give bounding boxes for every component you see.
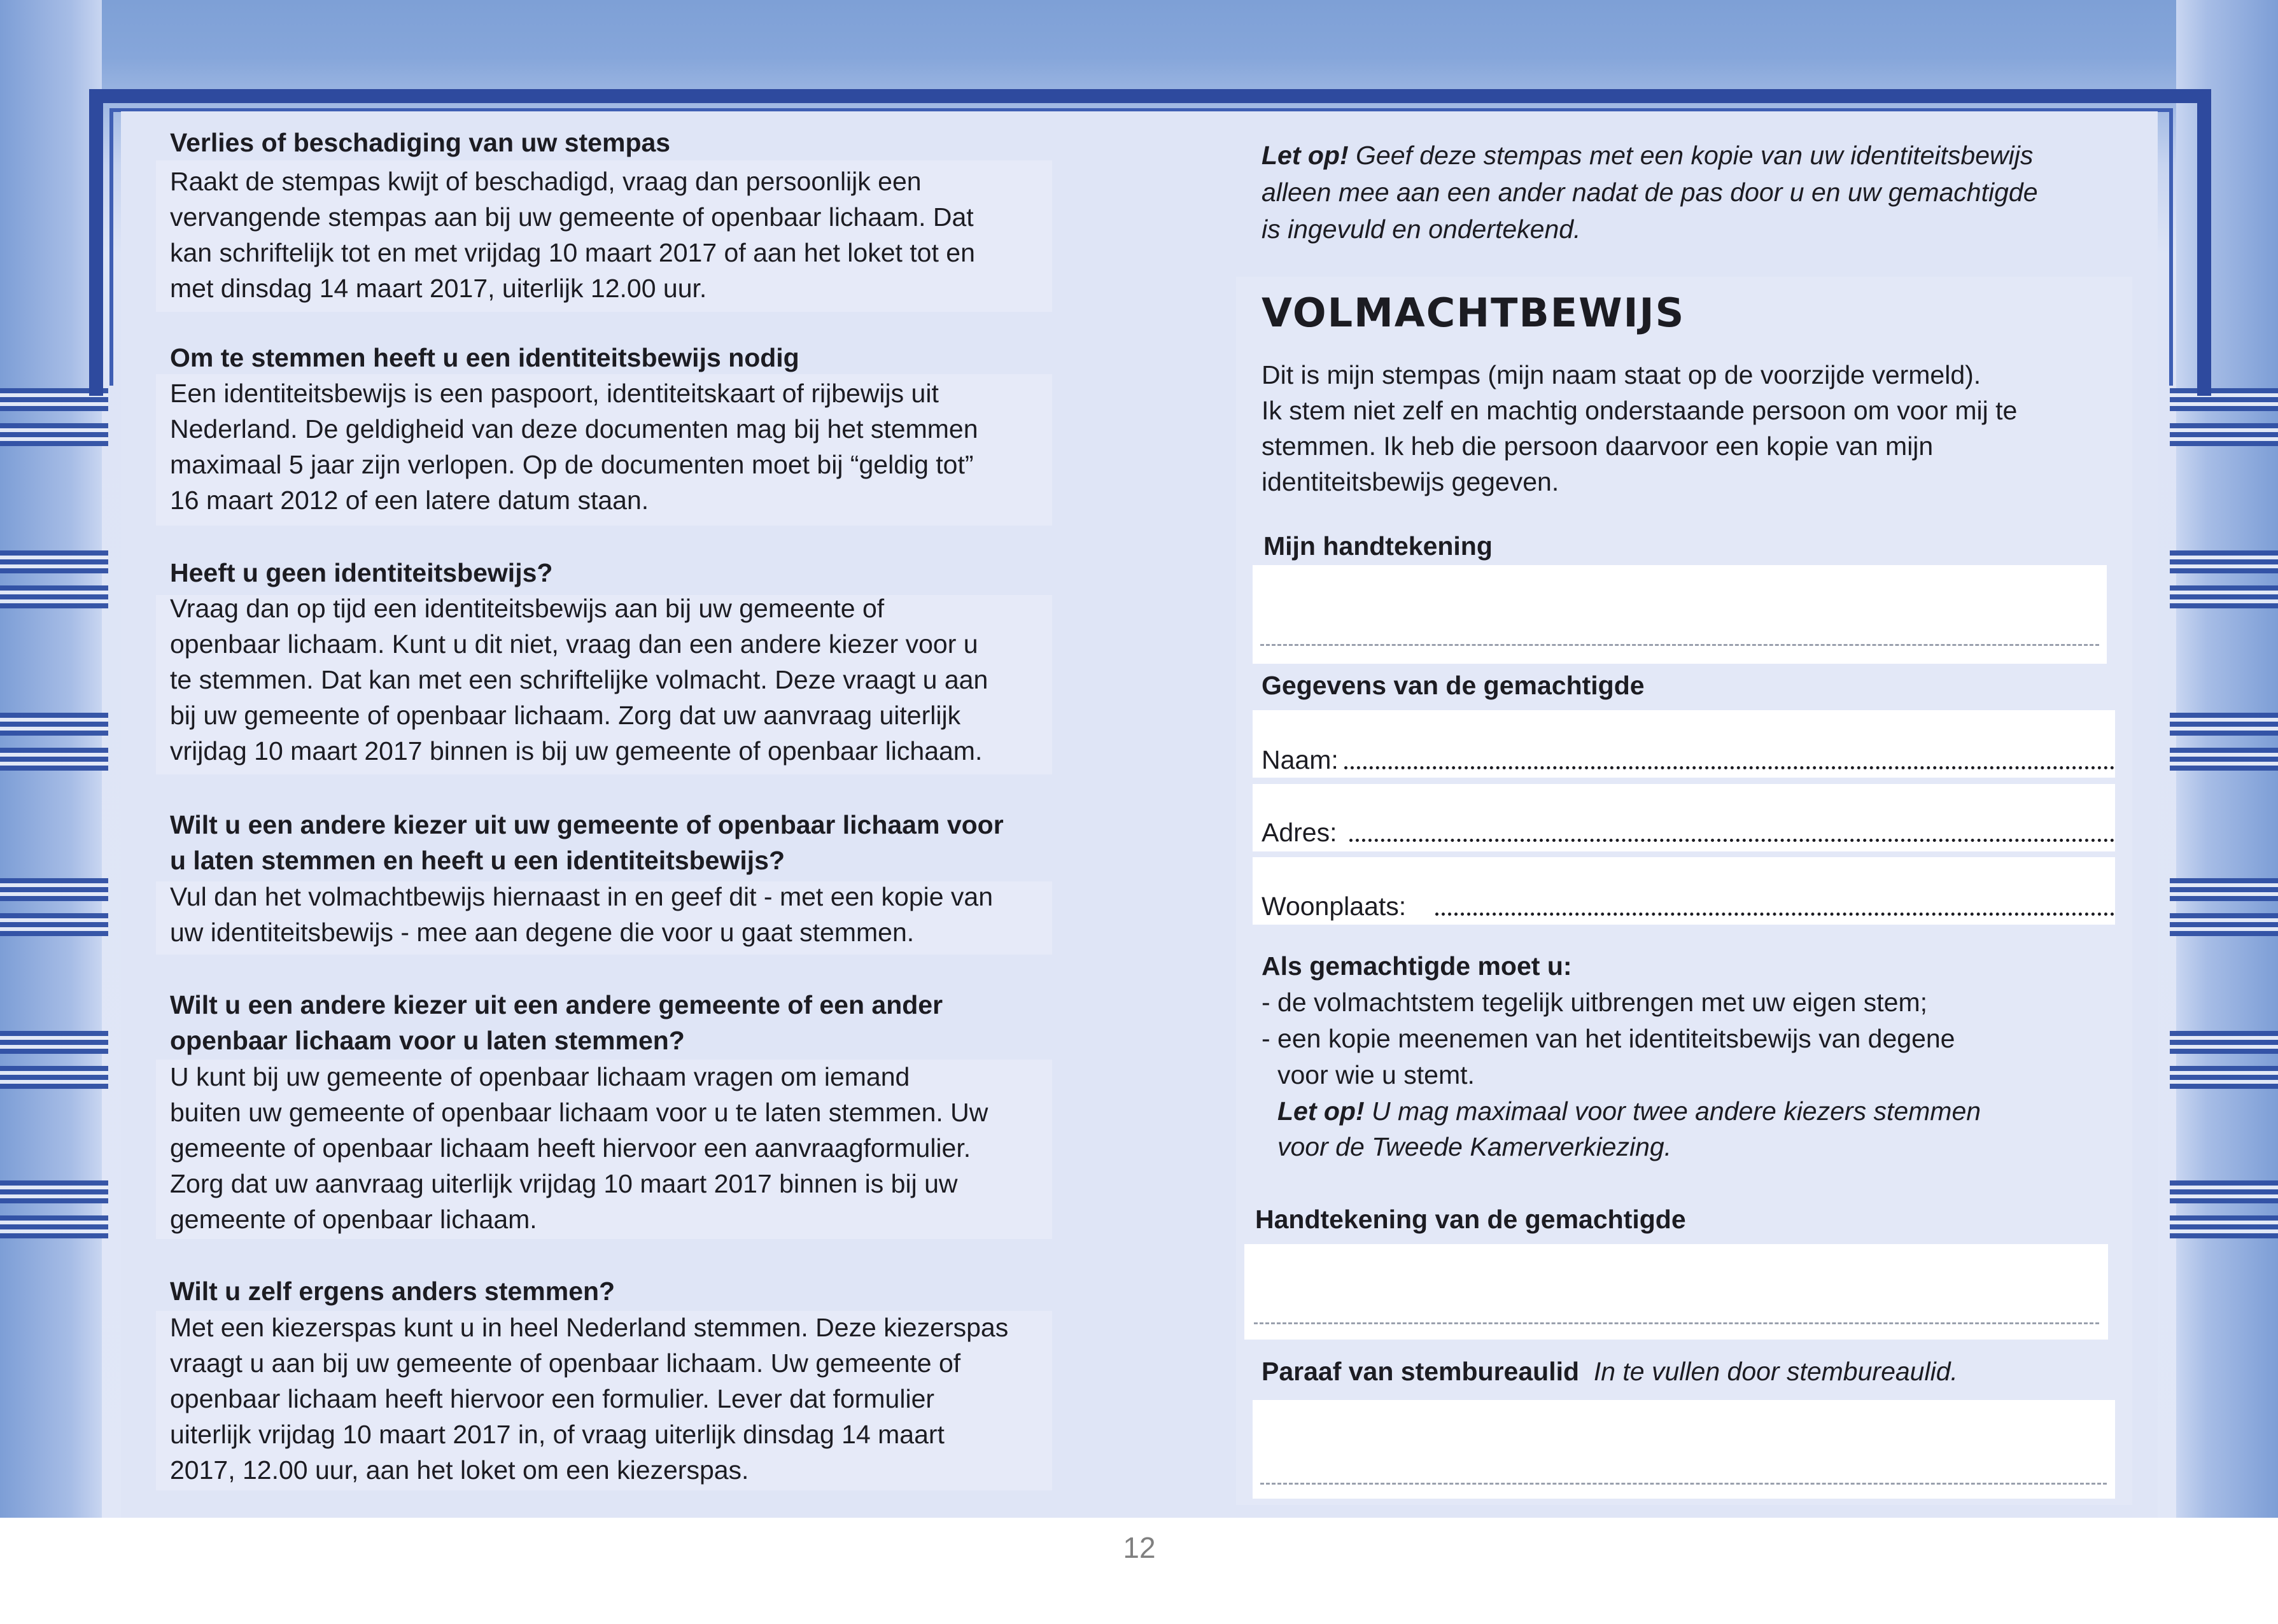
stripe-decoration	[0, 913, 108, 936]
initials-row	[1262, 1354, 1958, 1389]
section-body: Vul dan het volmachtbewijs hiernaast in en geef dit - met een kopie van uw identiteitsbewijs - mee aan degene die voor u gaat stemmen.	[170, 882, 994, 947]
stripe-decoration	[2170, 585, 2278, 608]
stripe-decoration	[0, 550, 108, 573]
stripe-decoration	[2170, 713, 2278, 736]
duties-note	[1277, 1093, 1981, 1165]
stripe-decoration	[2170, 1215, 2278, 1238]
proxy-signature-label: Handtekening van de gemachtigde	[1255, 1205, 1686, 1234]
stripe-decoration	[2170, 1031, 2278, 1054]
warning-label: Let op!	[1262, 141, 1349, 170]
section-heading: Om te stemmen heeft u een identiteitsbewijs nodig	[170, 343, 799, 372]
stripe-decoration	[0, 748, 108, 771]
city-label: Woonplaats:	[1262, 892, 1407, 921]
form-title: VOLMACHTBEWIJS	[1262, 290, 1685, 336]
address-dotted-line	[1349, 839, 2114, 842]
section-body: Raakt de stempas kwijt of beschadigd, vraag dan persoonlijk een vervangende stempas aan bij uw gemeente of openbaar lichaam. Dat kan schriftelijk tot en met vrijdag 10 maart 2017 of aan het loket tot en met dinsdag 14 maart 2017, uiterlijk 12.00 uur.	[170, 167, 975, 303]
warning-note	[1262, 137, 2038, 248]
stripe-decoration	[0, 1180, 108, 1203]
stripe-decoration	[2170, 878, 2278, 901]
section-heading: Wilt u een andere kiezer uit uw gemeente of openbaar lichaam voor u laten stemmen en heeft u een identiteitsbewijs?	[170, 810, 1004, 875]
stripe-decoration	[0, 585, 108, 608]
proxy-details-heading: Gegevens van de gemachtigde	[1262, 671, 1645, 700]
stripe-decoration	[0, 878, 108, 901]
stripe-decoration	[0, 713, 108, 736]
city-dotted-line	[1435, 913, 2114, 916]
initials-note: In te vullen door stembureaulid.	[1593, 1357, 1958, 1386]
initials-label: Paraaf van stembureaulid	[1262, 1357, 1580, 1386]
section-body: Een identiteitsbewijs is een paspoort, identiteitskaart of rijbewijs uit Nederland. De geldigheid van deze documenten mag bij het stemmen maximaal 5 jaar zijn verlopen. Op de documenten moet bij “geldig tot” 16 maart 2012 of een latere datum staan.	[170, 379, 978, 515]
signature-line	[1260, 644, 2099, 646]
section-body: Vraag dan op tijd een identiteitsbewijs aan bij uw gemeente of openbaar lichaam. Kunt u dit niet, vraag dan een andere kiezer voor u te stemmen. Dat kan met een schriftelijke volmacht. Deze vraagt u aan bij uw gemeente of openbaar lichaam. Zorg dat uw aanvraag uiterlijk vrijdag 10 maart 2017 binnen is bij uw gemeente of openbaar lichaam.	[170, 594, 988, 766]
section-heading: Heeft u geen identiteitsbewijs?	[170, 558, 553, 587]
duties-heading: Als gemachtigde moet u:	[1262, 951, 1572, 981]
section-heading: Wilt u zelf ergens anders stemmen?	[170, 1277, 615, 1306]
duties-note-text: U mag maximaal voor twee andere kiezers stemmen voor de Tweede Kamerverkiezing.	[1277, 1096, 1981, 1161]
signature-field[interactable]	[1253, 565, 2107, 664]
duties-note-label: Let op!	[1277, 1096, 1365, 1126]
address-label: Adres:	[1262, 818, 1337, 847]
stripe-decoration	[2170, 913, 2278, 936]
form-intro: Dit is mijn stempas (mijn naam staat op de voorzijde vermeld). Ik stem niet zelf en machtig onderstaande persoon om voor mij te stemmen. Ik heb die persoon daarvoor een kopie van mijn identiteitsbewijs gegeven.	[1262, 360, 2018, 496]
stripe-decoration	[0, 1215, 108, 1238]
stripe-decoration	[0, 423, 108, 446]
duty-item: - de volmachtstem tegelijk uitbrengen met uw eigen stem;	[1262, 988, 1928, 1017]
duty-item: - een kopie meenemen van het identiteitsbewijs van degene	[1262, 1024, 1955, 1053]
section-heading: Wilt u een andere kiezer uit een andere gemeente of een ander openbaar lichaam voor u laten stemmen?	[170, 990, 943, 1055]
stripe-decoration	[2170, 423, 2278, 446]
name-label: Naam:	[1262, 745, 1339, 774]
section-heading: Verlies of beschadiging van uw stempas	[170, 128, 671, 157]
proxy-signature-field[interactable]	[1244, 1244, 2108, 1340]
stripe-decoration	[2170, 550, 2278, 573]
stripe-decoration	[2170, 1066, 2278, 1089]
stripe-decoration	[2170, 1180, 2278, 1203]
section-body: U kunt bij uw gemeente of openbaar lichaam vragen om iemand buiten uw gemeente of openbaar lichaam voor u te laten stemmen. Uw gemeente of openbaar lichaam heeft hiervoor een aanvraagformulier. Zorg dat uw aanvraag uiterlijk vrijdag 10 maart 2017 binnen is bij uw gemeente of openbaar lichaam.	[170, 1062, 988, 1234]
stripe-decoration	[2170, 748, 2278, 771]
duty-item-continued: voor wie u stemt.	[1277, 1060, 1475, 1089]
signature-label: Mijn handtekening	[1263, 531, 1493, 561]
stripe-decoration	[0, 1066, 108, 1089]
initials-line	[1260, 1483, 2107, 1485]
page-number: 12	[1123, 1531, 1156, 1564]
proxy-signature-line	[1254, 1322, 2099, 1324]
warning-text: Geef deze stempas met een kopie van uw identiteitsbewijs alleen mee aan een ander nadat de pas door u en uw gemachtigde is ingevuld en ondertekend.	[1262, 141, 2038, 244]
section-body: Met een kiezerspas kunt u in heel Nederland stemmen. Deze kiezerspas vraagt u aan bij uw gemeente of openbaar lichaam. Uw gemeente of openbaar lichaam heeft hiervoor een formulier. Lever dat formulier uiterlijk vrijdag 10 maart 2017 in, of vraag uiterlijk dinsdag 14 maart 2017, 12.00 uur, aan het loket om een kiezerspas.	[170, 1313, 1009, 1485]
name-dotted-line	[1344, 766, 2114, 769]
stripe-decoration	[0, 1031, 108, 1054]
